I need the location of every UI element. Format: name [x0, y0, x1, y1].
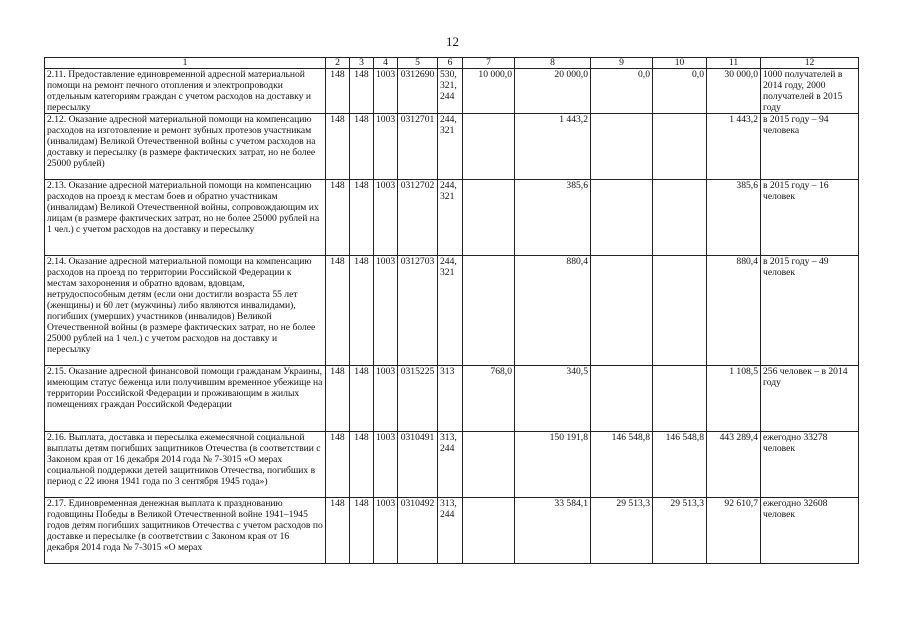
cell-col7: [463, 432, 515, 498]
cell-col11: 880,4: [707, 256, 761, 366]
cell-col2: 148: [326, 498, 350, 564]
cell-col8: 1 443,2: [515, 114, 591, 180]
cell-col5: 0310492: [398, 498, 438, 564]
cell-col2: 148: [326, 114, 350, 180]
header-row: [45, 58, 859, 69]
cell-col9: [591, 180, 653, 256]
cell-col5: 0312702: [398, 180, 438, 256]
column-header: 6: [438, 58, 463, 69]
cell-col7: [463, 498, 515, 564]
item-description: 2.14. Оказание адресной материальной помощи на компенсацию расходов на проезд по территории Российской Федерации к местам захоронения и обратно вдовам, вдовцам, нетрудоспособным детям (если они достигли возраста 55 лет (женщины) и 60 лет (мужчины) либо являются инвалидами), погибших (умерших) участников (инвалидов) Великой Отечественной войны (в размере фактических затрат, но не более 25000 рублей на 1 чел.) с учетом расходов на доставку и пересылку: [45, 256, 326, 366]
cell-col4: 1003: [374, 180, 398, 256]
cell-col9: 29 513,3: [591, 498, 653, 564]
cell-col10: [653, 180, 707, 256]
cell-note: в 2015 году – 16 человек: [761, 180, 859, 256]
item-description: 2.12. Оказание адресной материальной помощи на компенсацию расходов на изготовление и ремонт зубных протезов участникам (инвалидам) Великой Отечественной войны с учетом расходов на доставку и пересылку (в размере фактических затрат, но не более 25000 рублей): [45, 114, 326, 180]
cell-col9: 146 548,8: [591, 432, 653, 498]
cell-col10: [653, 366, 707, 432]
table-row: [45, 256, 859, 366]
table-row: [45, 366, 859, 432]
cell-col4: 1003: [374, 432, 398, 498]
cell-col3: 148: [350, 180, 374, 256]
cell-col10: [653, 114, 707, 180]
cell-col2: 148: [326, 432, 350, 498]
cell-note: в 2015 году – 94 человека: [761, 114, 859, 180]
cell-col6: 313: [438, 366, 463, 432]
cell-col5: 0312690: [398, 69, 438, 114]
cell-col11: 443 289,4: [707, 432, 761, 498]
cell-note: 1000 получателей в 2014 году, 2000 получателей в 2015 году: [761, 69, 859, 114]
cell-col5: 0312701: [398, 114, 438, 180]
cell-col3: 148: [350, 69, 374, 114]
table-row: [45, 69, 859, 114]
cell-col2: 148: [326, 180, 350, 256]
cell-col8: 150 191,8: [515, 432, 591, 498]
cell-col2: 148: [326, 366, 350, 432]
cell-col8: 880,4: [515, 256, 591, 366]
cell-col3: 148: [350, 114, 374, 180]
cell-col11: 30 000,0: [707, 69, 761, 114]
cell-col7: 768,0: [463, 366, 515, 432]
cell-col7: [463, 256, 515, 366]
cell-col7: [463, 114, 515, 180]
cell-col9: [591, 366, 653, 432]
column-header: 10: [653, 58, 707, 69]
cell-note: ежегодно 33278 человек: [761, 432, 859, 498]
table-row: [45, 180, 859, 256]
table-row: [45, 498, 859, 564]
column-header: 2: [326, 58, 350, 69]
table-row: [45, 114, 859, 180]
item-description: 2.16. Выплата, доставка и пересылка ежемесячной социальной выплаты детям погибших защитников Отечества (в соответствии с Законом края от 16 декабря 2014 года № 7-3015 «О мерах социальной поддержки детей защитников Отечества, погибших в период с 22 июня 1941 года по 3 сентября 1945 года»): [45, 432, 326, 498]
cell-col8: 385,6: [515, 180, 591, 256]
cell-col6: 313, 244: [438, 432, 463, 498]
cell-col6: 313, 244: [438, 498, 463, 564]
cell-col9: [591, 256, 653, 366]
cell-col4: 1003: [374, 69, 398, 114]
cell-col11: 1 443,2: [707, 114, 761, 180]
cell-col5: 0310491: [398, 432, 438, 498]
column-header: 3: [350, 58, 374, 69]
budget-table: [44, 57, 859, 564]
cell-col6: 244, 321: [438, 114, 463, 180]
page-number: 12: [446, 34, 459, 49]
cell-col7: [463, 180, 515, 256]
cell-col3: 148: [350, 366, 374, 432]
cell-col10: 29 513,3: [653, 498, 707, 564]
column-header: 12: [761, 58, 859, 69]
cell-col11: 385,6: [707, 180, 761, 256]
column-header: 7: [463, 58, 515, 69]
cell-col4: 1003: [374, 114, 398, 180]
cell-col4: 1003: [374, 366, 398, 432]
item-description: 2.13. Оказание адресной материальной помощи на компенсацию расходов на проезд к местам боев и обратно участникам (инвалидам) Великой Отечественной войны, сопровождающим их лицам (в размере фактических затрат, но не более 25000 рублей на 1 чел.) с учетом расходов на доставку и пересылку: [45, 180, 326, 256]
cell-col4: 1003: [374, 498, 398, 564]
cell-col11: 92 610,7: [707, 498, 761, 564]
item-description: 2.17. Единовременная денежная выплата к празднованию годовщины Победы в Великой Отечественной войне 1941–1945 годов детям погибших защитников Отечества с учетом расходов по доставке и пересылке (в соответствии с Законом края от 16 декабря 2014 года № 7-3015 «О мерах: [45, 498, 326, 564]
cell-col10: [653, 256, 707, 366]
cell-col10: 0,0: [653, 69, 707, 114]
cell-col3: 148: [350, 498, 374, 564]
cell-col11: 1 108,5: [707, 366, 761, 432]
cell-col5: 0312703: [398, 256, 438, 366]
cell-col6: 530, 321, 244: [438, 69, 463, 114]
cell-col7: 10 000,0: [463, 69, 515, 114]
cell-col3: 148: [350, 256, 374, 366]
cell-col2: 148: [326, 256, 350, 366]
column-header: 1: [45, 58, 326, 69]
cell-col10: 146 548,8: [653, 432, 707, 498]
column-header: 5: [398, 58, 438, 69]
cell-col8: 33 584,1: [515, 498, 591, 564]
cell-col9: 0,0: [591, 69, 653, 114]
item-description: 2.15. Оказание адресной финансовой помощи гражданам Украины, имеющим статус беженца или получившим временное убежище на территории Российской Федерации и проживающим в жилых помещениях граждан Российской Федерации: [45, 366, 326, 432]
cell-note: 256 человек – в 2014 году: [761, 366, 859, 432]
cell-col3: 148: [350, 432, 374, 498]
cell-note: в 2015 году – 49 человек: [761, 256, 859, 366]
column-header: 9: [591, 58, 653, 69]
cell-col5: 0315225: [398, 366, 438, 432]
column-header: 4: [374, 58, 398, 69]
cell-col6: 244, 321: [438, 180, 463, 256]
cell-note: ежегодно 32608 человек: [761, 498, 859, 564]
cell-col8: 20 000,0: [515, 69, 591, 114]
cell-col2: 148: [326, 69, 350, 114]
cell-col4: 1003: [374, 256, 398, 366]
item-description: 2.11. Предоставление единовременной адресной материальной помощи на ремонт печного отопления и электропроводки отдельным категориям граждан с учетом расходов на доставку и пересылку: [45, 69, 326, 114]
cell-col8: 340,5: [515, 366, 591, 432]
table-row: [45, 432, 859, 498]
cell-col6: 244, 321: [438, 256, 463, 366]
column-header: 8: [515, 58, 591, 69]
column-header: 11: [707, 58, 761, 69]
cell-col9: [591, 114, 653, 180]
